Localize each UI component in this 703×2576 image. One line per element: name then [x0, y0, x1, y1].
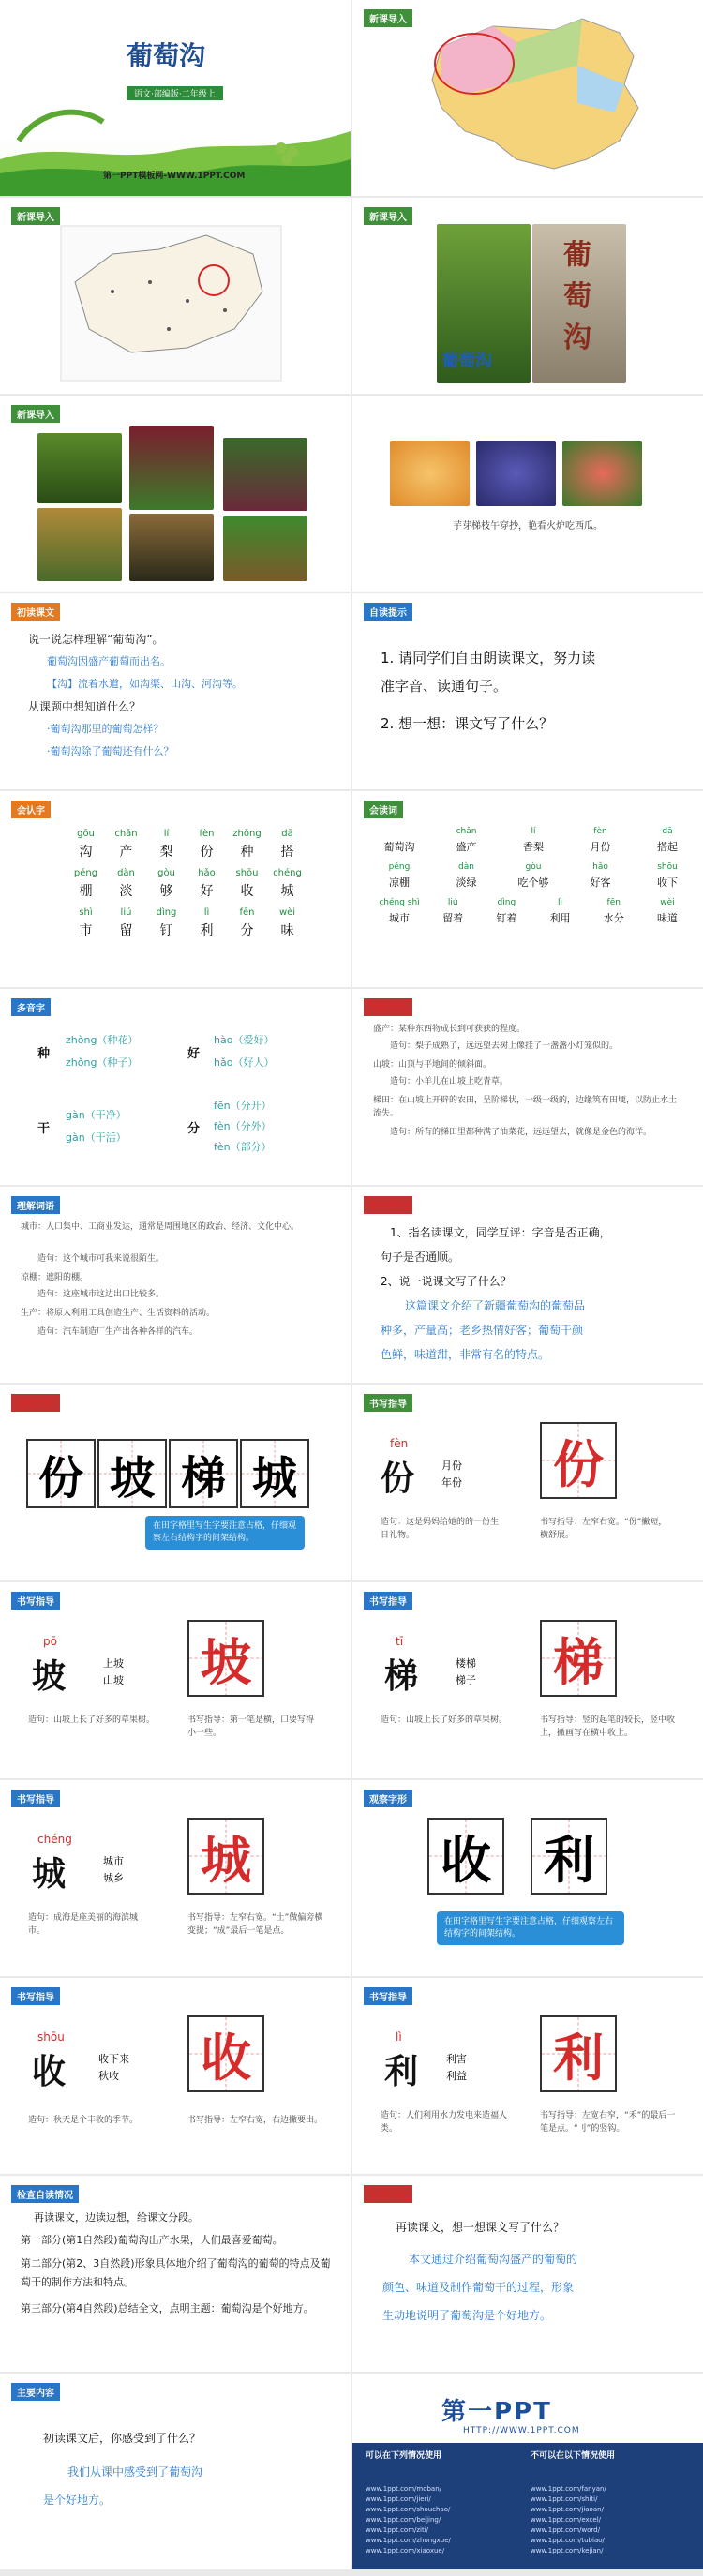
char-cell — [267, 829, 307, 861]
footer-link[interactable]: www.1ppt.com/ziti/ — [366, 2526, 429, 2534]
reading-line: 【沟】流着水道，如沟渠、山沟、河沟等。 — [47, 678, 243, 690]
pinyin-label: fèn — [199, 829, 215, 839]
footer-link[interactable]: www.1ppt.com/jiaoan/ — [531, 2506, 604, 2513]
reading-line: ·葡萄沟除了葡萄还有什么？ — [47, 745, 174, 757]
poly-reading: zhòng（种花） — [66, 1034, 139, 1046]
section-tag: 新课导入 — [364, 207, 412, 225]
footer-link[interactable]: www.1ppt.com/zhongxue/ — [366, 2537, 451, 2544]
char-cell — [66, 907, 106, 939]
meaning-line: 造句：小羊儿在山坡上吃青草。 — [390, 1077, 509, 1086]
poly-reading: gàn（干活） — [66, 1131, 127, 1144]
main-line: 再读课文，想一想课文写了什么？ — [396, 2221, 565, 2234]
char-label: 市 — [79, 923, 93, 938]
meaning-line: 造句：梨子成熟了，远远望去树上像挂了一盏盏小灯笼似的。 — [390, 1041, 619, 1051]
word-label: 香梨 — [523, 841, 544, 853]
check-line: 第二部分(第2、3自然段)形象具体地介绍了葡萄沟的葡萄的特点及葡萄干的制作方法和特点。 — [21, 2257, 331, 2288]
slide-photos[interactable] — [0, 396, 351, 592]
photo-vines — [37, 433, 122, 503]
meaning-line: 造句：这座城市这边出口比较多。 — [37, 1290, 165, 1299]
pinyin-label: liú — [120, 907, 132, 918]
poly-char: 好 — [187, 1047, 201, 1061]
slide-map-china[interactable] — [352, 0, 703, 196]
word-cell — [379, 827, 420, 854]
writing-note: 书写指导：第一笔是横，口要写得小一些。 — [187, 1715, 315, 1738]
writing-note: 书写指导：左窄右宽，右边撇要出。 — [187, 2116, 323, 2125]
word-1: 利害 — [446, 2053, 467, 2065]
char-pinyin: pō — [43, 1635, 57, 1648]
cover-footer: 第一PPT模板网-WWW.1PPT.COM — [103, 172, 246, 181]
xinjiang-map-icon — [0, 198, 351, 394]
sign-label: 葡萄沟 — [441, 352, 492, 371]
photo-market — [223, 438, 307, 511]
word-cell — [580, 862, 621, 890]
section-tag: 主要内容 — [11, 2383, 60, 2401]
word-label: 葡萄沟 — [383, 841, 415, 853]
word-table — [379, 827, 688, 934]
grid-char: 坡 — [97, 1439, 167, 1508]
word-cell — [580, 827, 621, 854]
footer-link[interactable]: www.1ppt.com/jieri/ — [366, 2495, 431, 2503]
word-label: 味道 — [656, 912, 678, 924]
meaning-line: 凉棚：遮阳的棚。 — [21, 1273, 89, 1282]
sentence-note: 造句：山坡上长了好多的草果树。 — [381, 1715, 508, 1725]
char-cell — [146, 907, 187, 939]
grid-char: 利 — [531, 1818, 607, 1895]
pinyin-label: shōu — [657, 862, 678, 872]
pinyin-label: chǎn — [114, 829, 138, 839]
char-label: 城 — [280, 884, 294, 899]
poly-reading: hào（爱好） — [214, 1034, 275, 1046]
pinyin-label: lí — [531, 827, 536, 836]
char-label: 梨 — [159, 845, 173, 860]
word-label: 留着 — [442, 912, 464, 924]
section-tag: 理解词语 — [364, 998, 412, 1016]
char-label: 份 — [200, 845, 214, 860]
slide-word-meaning-2[interactable] — [0, 1187, 351, 1383]
footer-link[interactable]: www.1ppt.com/tubiao/ — [531, 2537, 605, 2544]
slide-main-content-1[interactable] — [352, 2176, 703, 2372]
char-label: 收 — [240, 884, 254, 899]
footer-link[interactable]: www.1ppt.com/moban/ — [366, 2485, 442, 2493]
poly-char: 干 — [37, 1122, 51, 1136]
char-cell — [227, 907, 267, 939]
section-tag: 书写指导 — [364, 1394, 412, 1412]
char-cell — [187, 868, 227, 900]
tip-bubble: 在田字格里写生字要注意占格，仔细观察左右结构字的间架结构。 — [437, 1911, 624, 1945]
reading-line: 说一说怎样理解“葡萄沟”。 — [28, 633, 164, 646]
word-cell — [647, 898, 688, 925]
slide-map-xinjiang[interactable] — [0, 198, 351, 394]
word-cell — [593, 898, 635, 925]
word-label: 月份 — [590, 841, 611, 853]
reading-line: ·葡萄沟那里的葡萄怎样？ — [47, 723, 164, 735]
section-tag: 书写指导 — [11, 1790, 60, 1807]
writing-grid: 坡 — [187, 1620, 264, 1697]
word-2: 梯子 — [456, 1674, 476, 1686]
section-tag: 新课导入 — [11, 405, 60, 423]
right-title: 不可以在以下情况使用 — [531, 2451, 616, 2461]
grid-char: 收 — [427, 1818, 504, 1895]
writing-grid: 城 — [187, 1818, 264, 1895]
main-line: 我们从课中感受到了葡萄沟 — [67, 2465, 203, 2479]
writing-grid: 梯 — [540, 1620, 617, 1697]
overall-line: 2、说一说课文写了什么？ — [381, 1275, 512, 1288]
meaning-line: 城市：人口集中、工商业发达，通常是周围地区的政治、经济、文化中心。 — [21, 1222, 300, 1232]
pinyin-label: zhǒng — [232, 829, 262, 839]
slide-check-reading[interactable] — [0, 2176, 351, 2372]
char-cell — [106, 907, 146, 939]
word-label: 盛产 — [456, 841, 477, 853]
pinyin-label: fēn — [606, 898, 621, 907]
big-char: 梯 — [384, 1656, 419, 1696]
section-tag: 书写指导 — [11, 1592, 60, 1610]
slide-polyphones[interactable] — [0, 989, 351, 1185]
footer-link[interactable]: www.1ppt.com/shiti/ — [531, 2495, 598, 2503]
pinyin-label: wèi — [278, 907, 296, 918]
pinyin-label: hǎo — [592, 862, 608, 872]
char-label: 沟 — [79, 845, 93, 860]
word-label: 凉棚 — [389, 876, 410, 889]
links-left — [366, 2484, 525, 2556]
slide-write-shou[interactable] — [0, 1978, 351, 2174]
tip-bubble: 在田字格里写生字要注意占格，仔细观察左右结构字的间架结构。 — [145, 1516, 305, 1550]
slide-recognize-chars[interactable] — [0, 791, 351, 987]
writing-grid: 份 — [540, 1422, 617, 1499]
pinyin-label: lí — [163, 829, 170, 839]
overall-line: 句子是否通顺。 — [381, 1251, 460, 1264]
sign-vertical: 葡萄沟 — [563, 239, 591, 354]
poly-char: 种 — [37, 1047, 51, 1061]
char-label: 产 — [119, 845, 133, 860]
reading-line: 葡萄沟因盛产葡萄而出名。 — [47, 655, 171, 667]
slide-main-content-2[interactable] — [0, 2374, 351, 2569]
footer-link[interactable]: www.1ppt.com/excel/ — [531, 2516, 602, 2524]
word-label: 钉着 — [496, 912, 517, 924]
char-cell — [227, 829, 267, 861]
big-char: 份 — [381, 1459, 415, 1498]
char-pinyin: fèn — [390, 1437, 409, 1450]
footer-link[interactable]: www.1ppt.com/kejian/ — [531, 2547, 604, 2554]
section-tag: 书写指导 — [364, 1987, 412, 2005]
char-pinyin: tī — [396, 1635, 404, 1648]
word-label: 搭起 — [657, 841, 678, 853]
overall-line: 1、指名读课文，同学互评：字音是否正确， — [390, 1226, 611, 1239]
section-tag: 初读课文 — [11, 603, 60, 621]
pinyin-label: lì — [203, 907, 210, 918]
slide-observe-4[interactable] — [0, 1385, 351, 1580]
cover-subtitle: 语文·部编版·二年级上 — [127, 86, 223, 100]
char-cell — [187, 907, 227, 939]
poly-reading: fēn（分开） — [214, 1100, 272, 1112]
brand-logo: 第一PPT — [441, 2398, 552, 2426]
char-label: 好 — [200, 884, 214, 899]
pinyin-label: wèi — [660, 898, 675, 907]
pinyin-label: dā — [662, 827, 673, 836]
word-label: 利用 — [549, 912, 571, 924]
section-tag: 会读词 — [364, 801, 403, 818]
pinyin-label: péng — [73, 868, 98, 878]
word-cell — [446, 827, 487, 854]
slide-overall[interactable] — [352, 1187, 703, 1383]
links-right — [531, 2484, 690, 2556]
sentence-note: 造句：山坡上长了好多的草果树。 — [28, 1715, 156, 1725]
writing-note: 书写指导：左窄右宽。“土”做偏旁横变提；“成”最后一笔是点。 — [187, 1913, 323, 1936]
char-row — [66, 829, 309, 861]
pinyin-label: dā — [281, 829, 293, 839]
pinyin-label — [379, 827, 420, 839]
writing-grid: 利 — [540, 2015, 617, 2092]
char-cell — [106, 868, 146, 900]
leaf-decoration-icon — [0, 0, 351, 196]
sentence-note: 造句：这是妈妈给她的的一份生日礼物。 — [381, 1518, 500, 1540]
section-tag: 新课导入 — [364, 9, 412, 27]
section-tag: 整体感知 — [364, 1196, 412, 1214]
word-row — [379, 827, 688, 854]
char-label: 留 — [119, 923, 133, 938]
main-line: 颜色、味道及制作葡萄干的过程，形象 — [382, 2281, 575, 2294]
word-1: 月份 — [441, 1460, 462, 1472]
slide-write-li[interactable] — [352, 1978, 703, 2174]
photo-peaches — [562, 441, 642, 506]
photo-field — [223, 516, 307, 581]
char-row — [66, 907, 309, 939]
main-line: 生动地说明了葡萄沟是个好地方。 — [382, 2309, 552, 2322]
slide-reading-tips[interactable] — [352, 593, 703, 789]
meaning-line: 盛产：某种东西物成长到可获获的程度。 — [373, 1025, 526, 1034]
slide-cover[interactable] — [0, 0, 351, 196]
footer-link[interactable]: www.1ppt.com/word/ — [531, 2526, 600, 2534]
word-1: 收下来 — [98, 2053, 129, 2065]
section-tag: 多音字 — [11, 998, 51, 1016]
poly-reading: hǎo（好人） — [214, 1056, 275, 1069]
section-tag: 主要内容 — [364, 2185, 412, 2203]
word-row — [379, 862, 688, 890]
poly-reading: gàn（干净） — [66, 1109, 127, 1121]
section-tag: 书写指导 — [364, 1592, 412, 1610]
char-cell — [66, 829, 106, 861]
slide-write-ti[interactable] — [352, 1582, 703, 1778]
pinyin-label: gòu — [157, 868, 175, 878]
slide-word-meaning-1[interactable] — [352, 989, 703, 1185]
footer-link[interactable]: www.1ppt.com/fanyan/ — [531, 2485, 606, 2493]
char-pinyin: lì — [396, 2030, 402, 2044]
word-label: 城市 — [389, 912, 410, 924]
char-cell — [267, 868, 307, 900]
char-table — [66, 829, 309, 947]
photo-arbor — [37, 508, 122, 581]
grid-char: 梯 — [169, 1439, 238, 1508]
word-cell — [446, 862, 487, 890]
big-char: 城 — [32, 1854, 67, 1894]
slide-first-reading[interactable] — [0, 593, 351, 789]
poly-reading: zhǒng（种子） — [66, 1056, 139, 1069]
char-cell — [66, 868, 106, 900]
meaning-line: 生产：将原人利用工具创造生产、生活资料的活动。 — [21, 1309, 216, 1318]
footer-link[interactable]: www.1ppt.com/xiaoxue/ — [366, 2547, 445, 2554]
word-1: 城市 — [103, 1855, 124, 1867]
word-2: 山坡 — [103, 1674, 124, 1686]
poly-char: 分 — [187, 1122, 201, 1136]
section-tag: 观察字形 — [11, 1394, 60, 1412]
grid-char: 城 — [240, 1439, 309, 1508]
pinyin-label: fēn — [239, 907, 255, 918]
word-label: 收下 — [657, 876, 678, 889]
word-cell — [379, 862, 420, 890]
word-2: 年份 — [441, 1476, 462, 1489]
char-pinyin: chéng — [37, 1833, 72, 1846]
char-label: 淡 — [119, 884, 133, 899]
big-char: 收 — [32, 2052, 67, 2091]
char-label: 钉 — [159, 923, 173, 938]
writing-note: 书写指导：左窄右宽。“份”撇短，横舒展。 — [540, 1518, 667, 1540]
overall-line: 这篇课文介绍了新疆葡萄沟的葡萄品 — [405, 1299, 586, 1312]
pinyin-label: shōu — [235, 868, 259, 878]
big-char: 坡 — [32, 1656, 67, 1696]
word-label: 水分 — [603, 912, 624, 924]
section-tag: 自读提示 — [364, 603, 412, 621]
section-tag: 观察字形 — [364, 1790, 412, 1807]
word-cell — [379, 898, 420, 925]
word-2: 利益 — [446, 2070, 467, 2082]
meaning-line: 造句：所有的梯田里都种满了油菜花，远远望去，就像是金色的海洋。 — [390, 1128, 652, 1137]
word-2: 城乡 — [103, 1872, 124, 1884]
pinyin-label: dìng — [156, 907, 177, 918]
tip-line: 准字音、读通句子。 — [381, 678, 508, 695]
slide-photo-sign[interactable] — [352, 198, 703, 394]
word-cell — [432, 898, 473, 925]
main-line: 是个好地方。 — [43, 2494, 112, 2507]
section-tag: 新课导入 — [11, 207, 60, 225]
word-row — [379, 898, 688, 925]
check-line: 第一部分(第1自然段)葡萄沟出产水果，人们最喜爱葡萄。 — [21, 2234, 283, 2246]
word-label: 淡绿 — [456, 876, 477, 889]
section-tag: 书写指导 — [11, 1987, 60, 2005]
word-2: 秋收 — [98, 2070, 119, 2082]
photo-grapes-bunch — [476, 441, 556, 506]
check-line: 再读课文，边读边想，给课文分段。 — [34, 2211, 199, 2224]
writing-note: 书写指导：左宽右窄，“禾”的最后一笔是点。“刂”的竖钩。 — [540, 2111, 676, 2134]
photo-melon — [390, 441, 470, 506]
word-cell — [647, 862, 688, 890]
photo-grapes — [129, 426, 214, 510]
left-title: 可以在下列情况使用 — [366, 2451, 442, 2461]
pinyin-label: fèn — [593, 827, 607, 836]
pinyin-label: dàn — [458, 862, 474, 872]
slide-brand[interactable] — [352, 2374, 703, 2569]
meaning-line: 造句：这个城市可我来说很陌生。 — [37, 1254, 165, 1264]
meaning-line: 梯田：在山坡上开辟的农田，呈阶梯状，一级一级的，边缘筑有田埂，以防止水土流失。 — [373, 1096, 678, 1118]
pinyin-label: dàn — [117, 868, 135, 878]
tip-line: 1. 请同学们自由朗读课文，努力读 — [381, 650, 596, 666]
char-pinyin: shōu — [37, 2030, 65, 2044]
poly-reading: fèn（部分） — [214, 1141, 272, 1153]
footer-link[interactable]: www.1ppt.com/beijing/ — [366, 2516, 441, 2524]
overall-line: 种多，产量高；老乡热情好客；葡萄干颜 — [381, 1324, 584, 1337]
word-cell — [513, 827, 554, 854]
sentence-note: 造句：成海是座美丽的海滨城市。 — [28, 1913, 139, 1936]
section-tag: 会认字 — [11, 801, 51, 818]
photo-drying — [129, 514, 214, 581]
big-char: 利 — [384, 2052, 419, 2091]
word-label: 好客 — [590, 876, 611, 889]
section-tag: 检查自读情况 — [11, 2185, 79, 2203]
word-cell — [647, 827, 688, 854]
writing-note: 书写指导：竖的起笔的较长，竖中收上，撇画写在横中收上。 — [540, 1715, 676, 1738]
check-line: 第三部分(第4自然段)总结全文，点明主题：葡萄沟是个好地方。 — [21, 2302, 314, 2314]
char-cell — [187, 829, 227, 861]
slide-write-po[interactable] — [0, 1582, 351, 1778]
section-tag: 理解词语 — [11, 1196, 60, 1214]
pinyin-label: hǎo — [198, 868, 216, 878]
meaning-line: 造句：汽车制造厂生产出各种各样的汽车。 — [37, 1327, 199, 1337]
char-label: 分 — [240, 923, 254, 938]
char-cell — [267, 907, 307, 939]
pinyin-label: dìng — [497, 898, 516, 907]
footer-link[interactable]: www.1ppt.com/shouchao/ — [366, 2506, 451, 2513]
overall-line: 色鲜，味道甜，非常有名的特点。 — [381, 1348, 550, 1361]
slide-write-cheng[interactable] — [0, 1780, 351, 1976]
char-cell — [106, 829, 146, 861]
char-label: 种 — [240, 845, 254, 860]
char-cell — [227, 868, 267, 900]
sentence-note: 造句：秋天是个丰收的季节。 — [28, 2116, 139, 2125]
word-cell — [540, 898, 581, 925]
word-1: 上坡 — [103, 1657, 124, 1670]
char-cell — [146, 829, 187, 861]
meaning-line: 山坡：山顶与平地间的倾斜面。 — [373, 1060, 492, 1070]
char-cell — [146, 868, 187, 900]
grid-char: 份 — [26, 1439, 96, 1508]
reading-line: 从课题中想知道什么？ — [28, 700, 142, 713]
pinyin-label: liú — [447, 898, 458, 907]
char-label: 味 — [280, 923, 294, 938]
pinyin-label: chéng shì — [379, 898, 420, 907]
slide-write-fen[interactable] — [352, 1385, 703, 1580]
tip-line: 2. 想一想：课文写了什么？ — [381, 715, 554, 732]
pinyin-label: shì — [79, 907, 93, 918]
pinyin-label: péng — [388, 862, 411, 872]
char-row — [66, 868, 309, 900]
slide-fruits[interactable] — [352, 396, 703, 592]
char-label: 棚 — [79, 884, 93, 899]
pinyin-label: gòu — [525, 862, 542, 872]
word-cell — [486, 898, 527, 925]
word-cell — [513, 862, 554, 890]
char-label: 够 — [159, 884, 173, 899]
pinyin-label: chǎn — [456, 827, 477, 836]
cover-title: 葡萄沟 — [127, 40, 206, 71]
slide-read-words[interactable] — [352, 791, 703, 987]
writing-grid: 收 — [187, 2015, 264, 2092]
char-label: 利 — [200, 923, 214, 938]
pinyin-label: gōu — [77, 829, 95, 839]
pinyin-label: lì — [558, 898, 563, 907]
word-1: 楼梯 — [456, 1657, 476, 1670]
main-line: 初读课文后，你感受到了什么？ — [43, 2432, 202, 2445]
char-label: 搭 — [280, 845, 294, 860]
poly-reading: fèn（分外） — [214, 1120, 272, 1132]
china-map-icon — [352, 0, 703, 196]
main-line: 本文通过介绍葡萄沟盛产的葡萄的 — [409, 2253, 578, 2266]
fruit-caption: 芋芽梯枝午穿抄，艳看火炉吃西瓜。 — [453, 521, 603, 532]
sentence-note: 造句：人们利用水力发电来造福人类。 — [381, 2111, 508, 2134]
word-label: 吃个够 — [517, 876, 549, 889]
pinyin-label: chéng — [273, 868, 302, 878]
slide-observe-2[interactable] — [352, 1780, 703, 1976]
brand-url: HTTP://WWW.1PPT.COM — [463, 2426, 580, 2435]
